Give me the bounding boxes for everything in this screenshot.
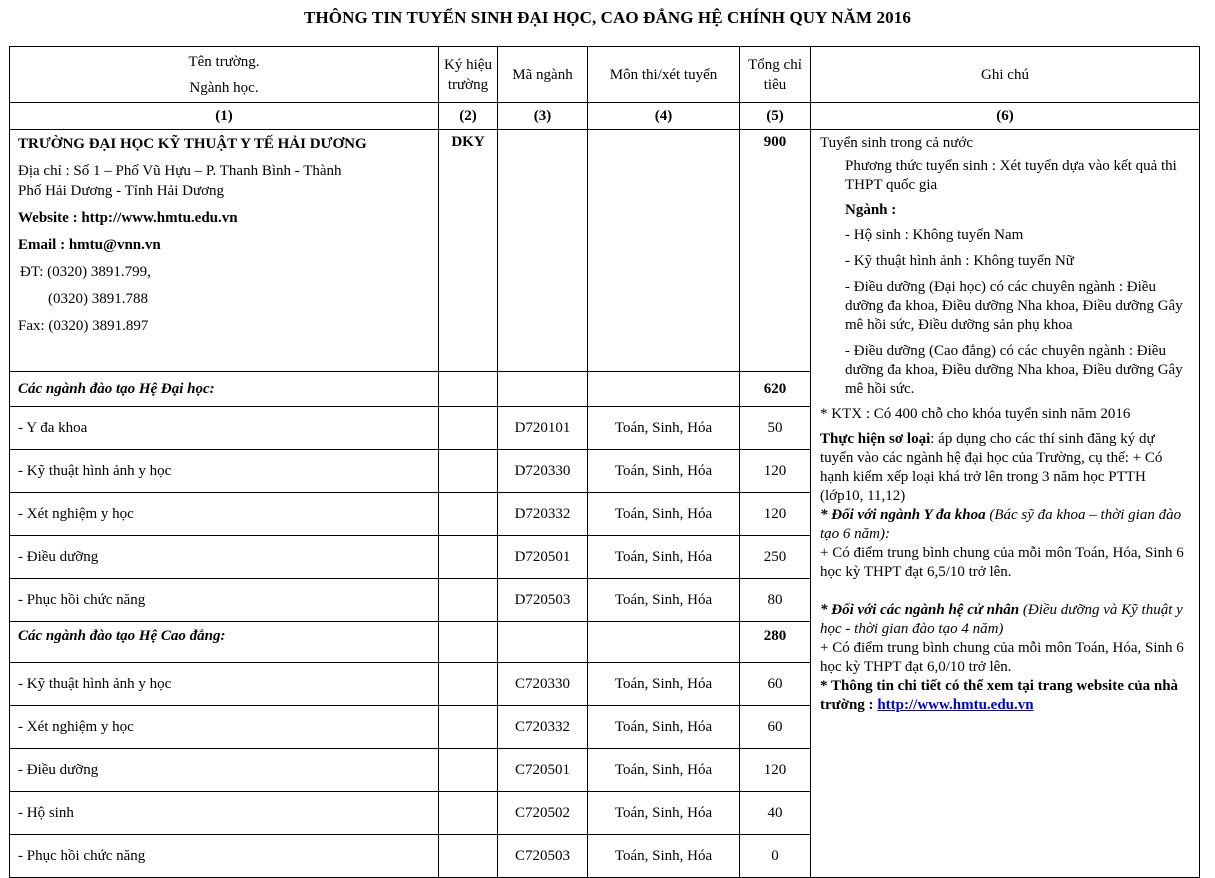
major-code: C720330 — [498, 663, 588, 706]
school-website: Website : http://www.hmtu.edu.vn — [18, 210, 238, 226]
column-number: (1) — [10, 103, 439, 130]
note-website-text: * Thông tin chi tiết có thể xem tại trang website của nhà trường : — [820, 678, 1179, 713]
major-quota: 250 — [740, 536, 811, 579]
note-dormitory: * KTX : Có 400 chỗ cho khóa tuyển sinh năm 2016 — [820, 406, 1131, 422]
empty-cell — [439, 622, 498, 663]
note-medicine-requirement: + Có điểm trung bình chung của mỗi môn Toán, Hóa, Sinh 6 học kỳ THPT đạt 6,5/10 trở lên. — [820, 545, 1184, 580]
school-total-quota: 900 — [740, 130, 811, 372]
note-website-info — [820, 677, 1191, 715]
header-quota — [740, 47, 811, 103]
header-code-line2: trường — [447, 76, 489, 93]
note-medicine — [820, 506, 1191, 544]
major-code: C720332 — [498, 706, 588, 749]
empty-cell — [498, 372, 588, 407]
university-section-total: 620 — [740, 372, 811, 407]
major-subjects: Toán, Sinh, Hóa — [588, 493, 740, 536]
column-number: (6) — [811, 103, 1200, 130]
major-quota: 60 — [740, 663, 811, 706]
header-major-code: Mã ngành — [498, 47, 588, 103]
school-info-cell — [10, 130, 439, 372]
major-name: - Điều dưỡng — [10, 536, 439, 579]
note-midwife: - Hộ sinh : Không tuyển Nam — [845, 227, 1024, 243]
major-name: - Y đa khoa — [10, 407, 439, 450]
university-section-label: Các ngành đào tạo Hệ Đại học: — [10, 372, 439, 407]
major-subjects: Toán, Sinh, Hóa — [588, 792, 740, 835]
major-quota: 50 — [740, 407, 811, 450]
school-name: TRƯỜNG ĐẠI HỌC KỸ THUẬT Y TẾ HẢI DƯƠNG — [18, 136, 367, 152]
major-subjects: Toán, Sinh, Hóa — [588, 407, 740, 450]
note-admission-method: Phương thức tuyển sinh : Xét tuyển dựa vào kết quả thi THPT quốc gia — [845, 158, 1177, 193]
major-subjects: Toán, Sinh, Hóa — [588, 579, 740, 622]
header-row — [10, 47, 1200, 103]
college-section-total: 280 — [740, 622, 811, 663]
website-link[interactable]: http://www.hmtu.edu.vn — [877, 697, 1034, 713]
note-medicine-bold: * Đối với ngành Y đa khoa — [820, 507, 986, 523]
note-nationwide: Tuyển sinh trong cả nước — [820, 135, 973, 151]
header-subjects: Môn thi/xét tuyển — [588, 47, 740, 103]
empty-cell — [498, 130, 588, 372]
empty-cell — [439, 663, 498, 706]
header-major-label: Ngành học. — [189, 79, 259, 96]
column-number: (4) — [588, 103, 740, 130]
note-preliminary — [820, 430, 1191, 506]
major-code: D720501 — [498, 536, 588, 579]
page-title: THÔNG TIN TUYỂN SINH ĐẠI HỌC, CAO ĐẲNG HỆ CHÍNH QUY NĂM 2016 — [304, 8, 911, 27]
header-notes: Ghi chú — [811, 47, 1200, 103]
empty-cell — [439, 372, 498, 407]
empty-cell — [439, 493, 498, 536]
column-number: (5) — [740, 103, 811, 130]
major-quota: 60 — [740, 706, 811, 749]
major-subjects: Toán, Sinh, Hóa — [588, 450, 740, 493]
empty-cell — [439, 407, 498, 450]
school-address-line2: Phố Hải Dương - Tỉnh Hải Dương — [18, 183, 225, 199]
major-name: - Phục hồi chức năng — [10, 579, 439, 622]
note-bachelor-text: (Điều dưỡng và Kỹ thuật y học - thời gian đào tạo 4 năm) — [820, 602, 1183, 637]
major-code: D720101 — [498, 407, 588, 450]
header-quota-line2: tiêu — [763, 76, 787, 93]
empty-cell — [588, 130, 740, 372]
note-bachelor — [820, 601, 1191, 639]
header-quota-line1: Tổng chỉ — [748, 56, 802, 73]
admissions-table — [9, 46, 1200, 878]
note-nursing-college: - Điều dưỡng (Cao đẳng) có các chuyên ngành : Điều dưỡng đa khoa, Điều dưỡng Nha khoa, Điều dưỡng Gây mê hồi sức. — [845, 343, 1183, 397]
column-number: (2) — [439, 103, 498, 130]
header-code-line1: Ký hiệu — [444, 56, 492, 73]
school-email: Email : hmtu@vnn.vn — [18, 237, 161, 253]
empty-cell — [439, 792, 498, 835]
major-code: C720503 — [498, 835, 588, 878]
major-quota: 120 — [740, 493, 811, 536]
school-phone1: ĐT: (0320) 3891.799, — [20, 264, 151, 280]
empty-cell — [498, 622, 588, 663]
notes-cell — [811, 130, 1200, 878]
school-code: DKY — [439, 130, 498, 372]
empty-cell — [439, 450, 498, 493]
note-preliminary-bold: Thực hiện sơ loại — [820, 431, 931, 447]
major-code: D720503 — [498, 579, 588, 622]
major-subjects: Toán, Sinh, Hóa — [588, 706, 740, 749]
major-quota: 120 — [740, 450, 811, 493]
major-code: C720502 — [498, 792, 588, 835]
major-quota: 80 — [740, 579, 811, 622]
major-name: - Kỹ thuật hình ảnh y học — [10, 450, 439, 493]
empty-cell — [439, 536, 498, 579]
note-nursing-university: - Điều dưỡng (Đại học) có các chuyên ngành : Điều dưỡng đa khoa, Điều dưỡng Nha khoa, Điều dưỡng Gây mê hồi sức, Điều dưỡng sản phụ khoa — [845, 279, 1183, 333]
note-medicine-text: (Bác sỹ đa khoa – thời gian đào tạo 6 năm): — [820, 507, 1182, 542]
major-subjects: Toán, Sinh, Hóa — [588, 835, 740, 878]
major-code: C720501 — [498, 749, 588, 792]
header-school-label: Tên trường. — [188, 53, 260, 70]
header-school-code — [439, 47, 498, 103]
major-subjects: Toán, Sinh, Hóa — [588, 536, 740, 579]
major-code: D720332 — [498, 493, 588, 536]
note-bachelor-requirement: + Có điểm trung bình chung của mỗi môn Toán, Hóa, Sinh 6 học kỳ THPT đạt 6,0/10 trở lên. — [820, 640, 1184, 675]
empty-cell — [439, 749, 498, 792]
empty-cell — [439, 579, 498, 622]
major-quota: 40 — [740, 792, 811, 835]
empty-cell — [588, 372, 740, 407]
school-address-line1: Địa chỉ : Số 1 – Phố Vũ Hựu – P. Thanh Bình - Thành — [18, 163, 342, 179]
school-phone2: (0320) 3891.788 — [48, 291, 148, 307]
major-name: - Xét nghiệm y học — [10, 493, 439, 536]
major-name: - Hộ sinh — [10, 792, 439, 835]
college-section-label: Các ngành đào tạo Hệ Cao đẳng: — [10, 622, 439, 663]
note-imaging: - Kỹ thuật hình ảnh : Không tuyển Nữ — [845, 253, 1074, 269]
major-name: - Phục hồi chức năng — [10, 835, 439, 878]
column-number-row — [10, 103, 1200, 130]
major-name: - Điều dưỡng — [10, 749, 439, 792]
column-number: (3) — [498, 103, 588, 130]
major-quota: 0 — [740, 835, 811, 878]
major-code: D720330 — [498, 450, 588, 493]
note-bachelor-bold: * Đối với các ngành hệ cử nhân — [820, 602, 1020, 618]
major-name: - Kỹ thuật hình ảnh y học — [10, 663, 439, 706]
empty-cell — [439, 706, 498, 749]
major-subjects: Toán, Sinh, Hóa — [588, 663, 740, 706]
empty-cell — [588, 622, 740, 663]
note-preliminary-text: : áp dụng cho các thí sinh đăng ký dự tuyển vào các ngành hệ đại học của Trường, cụ thể: + Có hạnh kiểm xếp loại khá trở lên trong 3 năm học PTTH (lớp10, 11,12) — [820, 431, 1163, 504]
major-quota: 120 — [740, 749, 811, 792]
school-fax: Fax: (0320) 3891.897 — [18, 318, 149, 334]
major-subjects: Toán, Sinh, Hóa — [588, 749, 740, 792]
note-majors-heading: Ngành : — [845, 202, 897, 218]
header-school-major — [10, 47, 439, 103]
school-row — [10, 130, 1200, 372]
empty-cell — [439, 835, 498, 878]
major-name: - Xét nghiệm y học — [10, 706, 439, 749]
